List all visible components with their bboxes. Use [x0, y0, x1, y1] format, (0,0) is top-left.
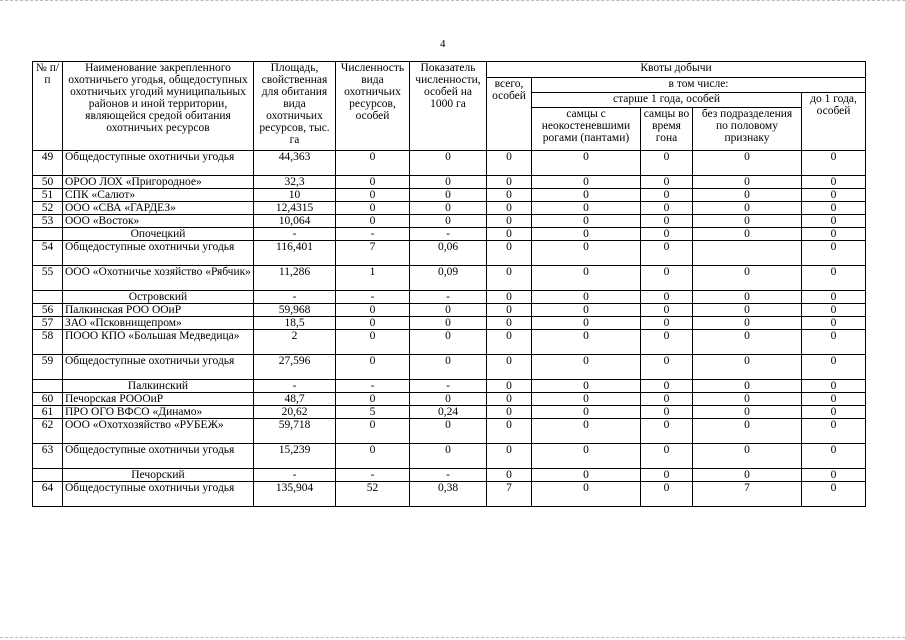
row-number: 64	[33, 482, 63, 507]
row-area: 15,239	[254, 444, 336, 469]
row-density: 0	[410, 317, 487, 330]
row-males-rut: 0	[641, 419, 693, 444]
row-total: 0	[487, 241, 532, 266]
row-number: 55	[33, 266, 63, 291]
header-density: Показатель численности, особей на 1000 га	[410, 62, 487, 151]
row-total: 0	[487, 228, 532, 241]
row-number: 59	[33, 355, 63, 380]
row-count: -	[336, 380, 410, 393]
row-name: Палкинская РОО ООиР	[63, 304, 254, 317]
row-count: 0	[336, 189, 410, 202]
row-number: 54	[33, 241, 63, 266]
row-males-velvet: 0	[532, 151, 641, 176]
row-name: Палкинский	[63, 380, 254, 393]
row-area: 11,286	[254, 266, 336, 291]
row-males-rut: 0	[641, 444, 693, 469]
row-area: 59,968	[254, 304, 336, 317]
row-under1: 0	[802, 317, 866, 330]
row-count: 0	[336, 419, 410, 444]
row-number: 56	[33, 304, 63, 317]
row-density: -	[410, 228, 487, 241]
row-number	[33, 291, 63, 304]
row-count: 52	[336, 482, 410, 507]
row-area: 48,7	[254, 393, 336, 406]
row-males-velvet: 0	[532, 380, 641, 393]
row-area: 44,363	[254, 151, 336, 176]
row-under1: 0	[802, 189, 866, 202]
bottom-scan-edge	[0, 637, 905, 639]
row-males-velvet: 0	[532, 393, 641, 406]
row-area: -	[254, 469, 336, 482]
row-males-rut: 0	[641, 482, 693, 507]
row-name: Печорский	[63, 469, 254, 482]
row-density: -	[410, 291, 487, 304]
row-males-velvet: 0	[532, 189, 641, 202]
row-area: 116,401	[254, 241, 336, 266]
row-name: ЗАО «Псковнищепром»	[63, 317, 254, 330]
row-males-velvet: 0	[532, 419, 641, 444]
row-area: -	[254, 228, 336, 241]
row-name: ПРО ОГО ВФСО «Динамо»	[63, 406, 254, 419]
row-total: 0	[487, 444, 532, 469]
row-area: 20,62	[254, 406, 336, 419]
row-area: 32,3	[254, 176, 336, 189]
row-number: 52	[33, 202, 63, 215]
row-males-rut: 0	[641, 202, 693, 215]
row-males-velvet: 0	[532, 469, 641, 482]
row-name: Общедоступные охотничьи угодья	[63, 151, 254, 176]
row-count: 0	[336, 330, 410, 355]
row-no-sex: 0	[693, 380, 802, 393]
row-number: 63	[33, 444, 63, 469]
row-name: Печорская РОООиР	[63, 393, 254, 406]
top-scan-edge	[0, 0, 905, 2]
row-under1: 0	[802, 355, 866, 380]
header-total: всего, особей	[487, 78, 532, 151]
district-row	[33, 380, 866, 393]
row-males-velvet: 0	[532, 215, 641, 228]
row-males-velvet: 0	[532, 304, 641, 317]
row-total: 0	[487, 202, 532, 215]
row-count: 0	[336, 393, 410, 406]
header-count: Численность вида охотничьих ресурсов, особей	[336, 62, 410, 151]
row-under1: 0	[802, 393, 866, 406]
district-row	[33, 228, 866, 241]
row-males-velvet: 0	[532, 317, 641, 330]
row-number	[33, 228, 63, 241]
row-males-rut: 0	[641, 406, 693, 419]
row-name: Общедоступные охотничьи угодья	[63, 482, 254, 507]
row-density: 0	[410, 151, 487, 176]
row-under1: 0	[802, 266, 866, 291]
row-no-sex: 0	[693, 419, 802, 444]
row-count: 0	[336, 215, 410, 228]
row-no-sex: 0	[693, 266, 802, 291]
row-name: Общедоступные охотничьи угодья	[63, 241, 254, 266]
row-count: 7	[336, 241, 410, 266]
header-males-velvet: самцы с неокостеневшими рогами (пантами)	[532, 108, 641, 151]
row-under1: 0	[802, 330, 866, 355]
page-number: 4	[440, 38, 446, 50]
row-number: 60	[33, 393, 63, 406]
row-no-sex: 0	[693, 330, 802, 355]
row-density: 0	[410, 202, 487, 215]
row-males-rut: 0	[641, 228, 693, 241]
row-name: Островский	[63, 291, 254, 304]
row-area: -	[254, 291, 336, 304]
row-males-rut: 0	[641, 317, 693, 330]
row-males-rut: 0	[641, 151, 693, 176]
row-under1: 0	[802, 304, 866, 317]
row-males-velvet: 0	[532, 330, 641, 355]
row-name: ООО «Охотхозяйство «РУБЕЖ»	[63, 419, 254, 444]
row-males-rut: 0	[641, 469, 693, 482]
row-count: 0	[336, 151, 410, 176]
row-area: 2	[254, 330, 336, 355]
row-count: 1	[336, 266, 410, 291]
row-males-rut: 0	[641, 189, 693, 202]
row-males-rut: 0	[641, 330, 693, 355]
table-row	[33, 355, 866, 380]
row-name: Общедоступные охотничьи угодья	[63, 355, 254, 380]
row-no-sex: 0	[693, 304, 802, 317]
row-count: 0	[336, 202, 410, 215]
header-no-sex: без подразделения по половому признаку	[693, 108, 802, 151]
row-area: 27,596	[254, 355, 336, 380]
row-count: 0	[336, 317, 410, 330]
row-number: 61	[33, 406, 63, 419]
row-name: ОРОО ЛОХ «Пригородное»	[63, 176, 254, 189]
row-name: ООО «Охотничье хозяйство «Рябчик»	[63, 266, 254, 291]
table-row	[33, 393, 866, 406]
table-row	[33, 330, 866, 355]
row-males-rut: 0	[641, 291, 693, 304]
row-number: 50	[33, 176, 63, 189]
row-no-sex: 0	[693, 291, 802, 304]
district-row	[33, 291, 866, 304]
row-count: -	[336, 228, 410, 241]
row-males-rut: 0	[641, 304, 693, 317]
header-area: Площадь, свойственная для обитания вида охотничьих ресурсов, тыс. га	[254, 62, 336, 151]
row-no-sex: 0	[693, 355, 802, 380]
row-density: 0,09	[410, 266, 487, 291]
row-total: 0	[487, 406, 532, 419]
table-row	[33, 444, 866, 469]
table-row	[33, 317, 866, 330]
row-count: -	[336, 291, 410, 304]
row-no-sex: 0	[693, 202, 802, 215]
row-no-sex: 0	[693, 151, 802, 176]
row-under1: 0	[802, 176, 866, 189]
row-males-velvet: 0	[532, 202, 641, 215]
row-area: 59,718	[254, 419, 336, 444]
row-under1: 0	[802, 444, 866, 469]
row-total: 0	[487, 469, 532, 482]
row-under1: 0	[802, 151, 866, 176]
row-count: 5	[336, 406, 410, 419]
row-no-sex: 0	[693, 469, 802, 482]
row-density: 0	[410, 419, 487, 444]
row-total: 0	[487, 215, 532, 228]
row-males-velvet: 0	[532, 266, 641, 291]
row-no-sex: 0	[693, 215, 802, 228]
row-total: 0	[487, 176, 532, 189]
row-no-sex: 0	[693, 228, 802, 241]
row-no-sex: 0	[693, 176, 802, 189]
row-males-velvet: 0	[532, 444, 641, 469]
row-density: 0,38	[410, 482, 487, 507]
row-under1: 0	[802, 291, 866, 304]
row-number	[33, 469, 63, 482]
row-density: -	[410, 380, 487, 393]
row-under1: 0	[802, 380, 866, 393]
row-males-rut: 0	[641, 176, 693, 189]
row-density: 0	[410, 189, 487, 202]
row-total: 0	[487, 291, 532, 304]
row-males-velvet: 0	[532, 482, 641, 507]
header-num: № п/п	[33, 62, 63, 151]
row-total: 0	[487, 266, 532, 291]
row-density: 0,06	[410, 241, 487, 266]
row-number: 57	[33, 317, 63, 330]
row-total: 0	[487, 330, 532, 355]
row-no-sex: 0	[693, 317, 802, 330]
row-total: 0	[487, 355, 532, 380]
table-row	[33, 202, 866, 215]
row-no-sex: 0	[693, 444, 802, 469]
row-total: 0	[487, 393, 532, 406]
row-number	[33, 380, 63, 393]
hunting-quota-table	[32, 61, 866, 507]
table-row	[33, 304, 866, 317]
row-number: 62	[33, 419, 63, 444]
row-males-rut: 0	[641, 380, 693, 393]
row-density: 0	[410, 304, 487, 317]
row-males-rut: 0	[641, 266, 693, 291]
row-density: 0	[410, 444, 487, 469]
header-quotas: Квоты добычи	[487, 62, 866, 78]
row-males-velvet: 0	[532, 176, 641, 189]
row-total: 0	[487, 419, 532, 444]
row-males-rut: 0	[641, 215, 693, 228]
table-row	[33, 406, 866, 419]
row-count: 0	[336, 355, 410, 380]
row-total: 0	[487, 317, 532, 330]
row-total: 0	[487, 380, 532, 393]
row-total: 0	[487, 189, 532, 202]
row-count: -	[336, 469, 410, 482]
header-name: Наименование закрепленного охотничьего угодья, общедоступных охотничьих угодий муниципальных районов и иной территории, являющейся средой обитания охотничьих ресурсов	[63, 62, 254, 151]
row-count: 0	[336, 176, 410, 189]
header-males-rut: самцы во время гона	[641, 108, 693, 151]
row-density: 0	[410, 215, 487, 228]
row-name: Опочецкий	[63, 228, 254, 241]
row-under1: 0	[802, 202, 866, 215]
row-no-sex: 0	[693, 406, 802, 419]
row-males-velvet: 0	[532, 291, 641, 304]
row-name: Общедоступные охотничьи угодья	[63, 444, 254, 469]
row-under1: 0	[802, 215, 866, 228]
row-density: 0	[410, 355, 487, 380]
table-row	[33, 176, 866, 189]
row-no-sex	[693, 241, 802, 266]
row-area: 12,4315	[254, 202, 336, 215]
row-area: 135,904	[254, 482, 336, 507]
row-under1: 0	[802, 482, 866, 507]
row-area: -	[254, 380, 336, 393]
row-under1: 0	[802, 228, 866, 241]
row-no-sex: 0	[693, 189, 802, 202]
row-total: 0	[487, 151, 532, 176]
table-body	[33, 151, 866, 507]
row-males-rut: 0	[641, 393, 693, 406]
row-total: 7	[487, 482, 532, 507]
row-males-velvet: 0	[532, 241, 641, 266]
header-including: в том числе:	[532, 78, 866, 93]
row-under1: 0	[802, 469, 866, 482]
row-males-velvet: 0	[532, 406, 641, 419]
row-name: ООО «СВА «ГАРДЕЗ»	[63, 202, 254, 215]
row-total: 0	[487, 304, 532, 317]
header-older: старше 1 года, особей	[532, 93, 802, 108]
table-row	[33, 189, 866, 202]
table-row	[33, 241, 866, 266]
row-name: СПК «Салют»	[63, 189, 254, 202]
row-males-velvet: 0	[532, 228, 641, 241]
row-count: 0	[336, 444, 410, 469]
row-number: 51	[33, 189, 63, 202]
row-under1: 0	[802, 241, 866, 266]
row-name: ПООО КПО «Большая Медведица»	[63, 330, 254, 355]
table-row	[33, 419, 866, 444]
table-row	[33, 266, 866, 291]
row-density: -	[410, 469, 487, 482]
row-name: ООО «Восток»	[63, 215, 254, 228]
table-row	[33, 482, 866, 507]
header-under1: до 1 года, особей	[802, 93, 866, 151]
row-area: 10,064	[254, 215, 336, 228]
row-area: 18,5	[254, 317, 336, 330]
row-density: 0	[410, 330, 487, 355]
row-area: 10	[254, 189, 336, 202]
table-row	[33, 151, 866, 176]
district-row	[33, 469, 866, 482]
row-under1: 0	[802, 419, 866, 444]
row-count: 0	[336, 304, 410, 317]
row-males-rut: 0	[641, 241, 693, 266]
row-males-velvet: 0	[532, 355, 641, 380]
row-no-sex: 7	[693, 482, 802, 507]
row-density: 0	[410, 393, 487, 406]
row-number: 49	[33, 151, 63, 176]
row-number: 58	[33, 330, 63, 355]
table-row	[33, 215, 866, 228]
row-no-sex: 0	[693, 393, 802, 406]
row-under1: 0	[802, 406, 866, 419]
row-density: 0,24	[410, 406, 487, 419]
row-number: 53	[33, 215, 63, 228]
row-density: 0	[410, 176, 487, 189]
row-males-rut: 0	[641, 355, 693, 380]
